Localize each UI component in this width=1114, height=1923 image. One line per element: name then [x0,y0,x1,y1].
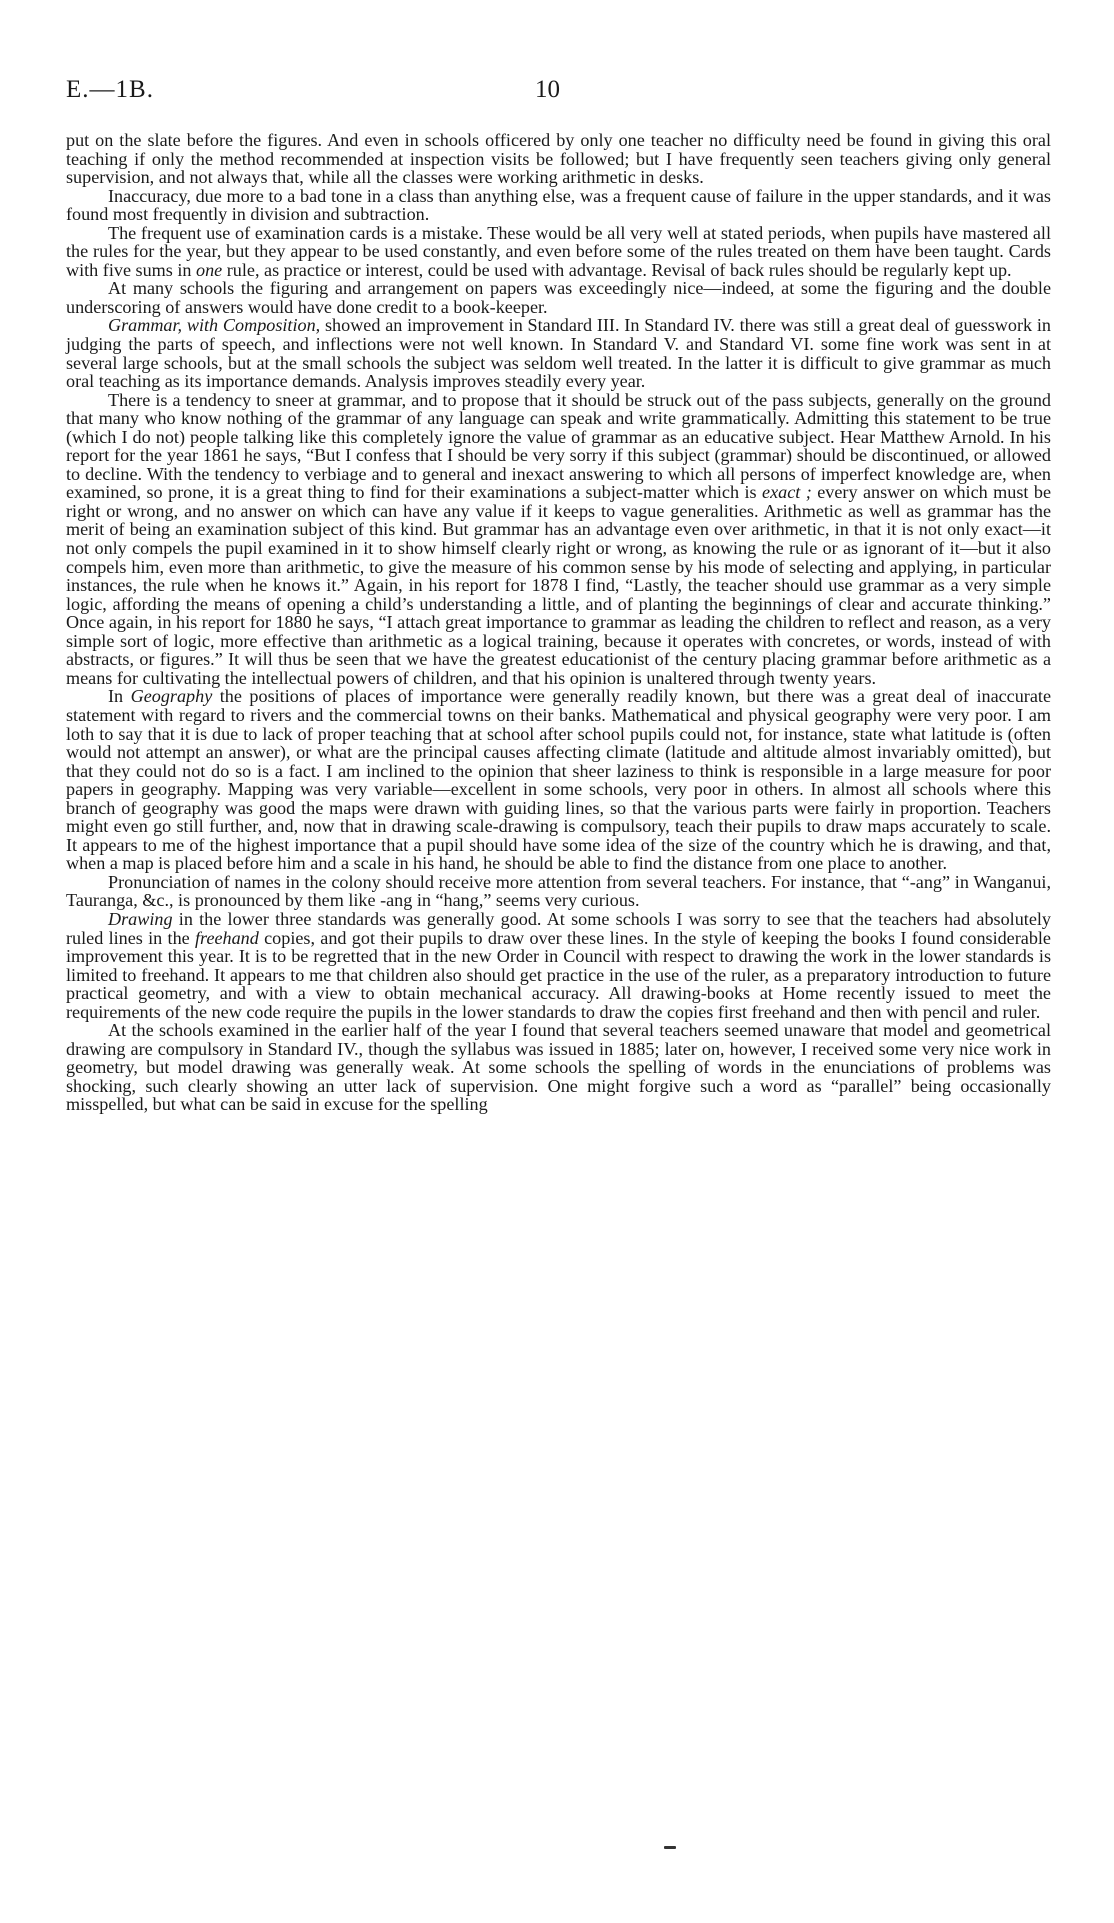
paragraph-text: In [108,686,131,707]
paragraph-text: Inaccuracy, due more to a bad tone in a class than anything else, was a frequent cause of failure in the upper standards, and it was found most frequently in division and subtraction. [66,185,1051,225]
paragraph-text: put on the slate before the figures. And even in schools officered by only one teacher no difficulty need be found in giving this oral teaching if only the method recommended at inspection visits be followed; but I have frequently seen teachers giving only general supervision, and not always that, while all the classes were working arithmetic in desks. [66,130,1051,188]
paragraph-text: copies, and got their pupils to draw over these lines. In the style of keeping the books I found considerable improvement this year. It is to be regretted that in the new Order in Council with respect to drawing the work in the lower standards is limited to freehand. It appears to me that children also should get practice in the use of the ruler, as a preparatory introduction to future practical geometry, and with a view to obtain mechanical accuracy. All drawing-books at Home recently issued to meet the requirements of the new code require the pupils in the lower standards to draw the copies first freehand and then with pencil and ruler. [66,927,1051,1022]
paragraph [66,279,1051,316]
paragraph-text: the positions of places of importance were generally readily known, but there was a great deal of inaccurate statement with regard to rivers and the commercial towns on their banks. Mathematical and physical geography were very poor. I am loth to say that it is due to lack of proper teaching that at school after school pupils could not, for instance, state what latitude is (often would not attempt an answer), or what are the principal causes affecting climate (latitude and altitude almost invariably omitted), but that they could not do so is a fact. I am inclined to the opinion that sheer laziness to think is responsible in a large measure for poor papers in geography. Mapping was very variable—excellent in some schools, very poor in others. In almost all schools where this branch of geography was good the maps were drawn with guiding lines, so that the various parts were fairly in proportion. Teachers might even go still further, and, now that in drawing scale-drawing is compulsory, teach their pupils to draw maps accurately to scale. It appears to me of the highest importance that a pupil should have some idea of the size of the country which he is drawing, and that, when a map is placed before him and a scale in his hand, he should be able to find the distance from one place to another. [66,686,1051,874]
paragraph [66,187,1051,224]
page-number: 10 [535,76,560,103]
paragraph-text: At the schools examined in the earlier half of the year I found that several teachers seemed unaware that model and geometrical drawing are compulsory in Standard IV., though the syllabus was issued in 1885; later on, however, I received some very nice work in geometry, but model drawing was generally weak. At some schools the spelling of words in the enunciations of problems was shocking, such clearly showing an utter lack of supervision. One might forgive such a word as “parallel” being occasionally misspelled, but what can be said in excuse for the spelling [66,1020,1051,1115]
paragraph [66,1021,1051,1114]
paragraph-text: in the lower three standards was generally good. At some schools I was sorry to see that the teachers had absolutely ruled lines in the [66,908,1051,948]
paragraph-text: There is a tendency to sneer at grammar, and to propose that it should be struck out of the pass subjects, generally on the ground that many who know nothing of the grammar of any language can speak and write grammatically. Admitting this statement to be true (which I do not) people talking like this completely ignore the value of grammar as an educative subject. Hear Matthew Arnold. In his report for the year 1861 he says, “But I confess that I should be very sorry if this subject (grammar) should be discontinued, or allowed to decline. With the tendency to verbiage and to general and inexact answering to which all persons of imperfect knowledge are, when examined, so prone, it is a great thing to find for their examinations a subject-matter which is [66,389,1051,503]
document-reference: E.—1B. [66,76,154,103]
italic-text: freehand [195,927,259,948]
paragraph-text: showed an improvement in Standard III. In Standard IV. there was still a great deal of guesswork in judging the parts of speech, and inflections were not well known. In Standard V. and Standard VI. some fine work was sent in at several large schools, but at the small schools the subject was seldom well treated. In the latter it is difficult to give grammar as much oral teaching as its importance demands. Analysis improves steadily every year. [66,315,1051,392]
paragraph [66,687,1051,872]
italic-text: exact ; [762,482,812,503]
paragraph [66,316,1051,390]
page-header [66,76,1051,106]
paragraph [66,224,1051,280]
paragraph [66,910,1051,1021]
body-text [66,131,1051,1114]
paragraph [66,873,1051,910]
paragraph-text: rule, as practice or interest, could be used with advantage. Revisal of back rules should be regularly kept up. [222,259,1012,280]
italic-text: Grammar, with Composition, [108,315,321,336]
paragraph [66,391,1051,688]
paragraph [66,131,1051,187]
italic-text: Geography [130,686,213,707]
italic-text: Drawing [108,908,173,929]
paragraph-text: The frequent use of examination cards is a mistake. These would be all very well at stated periods, when pupils have mastered all the rules for the year, but they appear to be used constantly, and even before some of the rules treated on them have been taught. Cards with five sums in [66,222,1051,280]
paragraph-text: every answer on which must be right or wrong, and no answer on which can have any value if it keeps to vague generalities. Arithmetic as well as grammar has the merit of being an examination subject of this kind. But grammar has an advantage even over arithmetic, in that it is not only exact—it not only compels the pupil examined in it to show himself clearly right or wrong, as knowing the rule or as ignorant of it—but it also compels him, even more than arithmetic, to give the measure of his common sense by his mode of selecting and applying, in particular instances, the rule when he knows it.” Again, in his report for 1878 I find, “Lastly, the teacher should use grammar as a very simple logic, affording the means of opening a child’s understanding a little, and of planting the beginnings of clear and accurate thinking.” Once again, in his report for 1880 he says, “I attach great importance to grammar as leading the children to reflect and reason, as a very simple sort of logic, more effective than arithmetic as a logical training, because it operates with concretes, or words, instead of with abstracts, or figures.” It will thus be seen that we have the greatest educationist of the century placing grammar before arithmetic as a means for cultivating the intellectual powers of children, and that his opinion is unaltered through twenty years. [66,482,1052,688]
printer-mark [664,1846,676,1849]
paragraph-text: At many schools the figuring and arrangement on papers was exceedingly nice—indeed, at some the figuring and the double underscoring of answers would have done credit to a book-keeper. [66,278,1051,317]
italic-text: one [196,259,223,280]
paragraph-text: Pronunciation of names in the colony should receive more attention from several teachers. For instance, that “-ang” in Wanganui, Tauranga, &c., is pronounced by them like -ang in “hang,” seems very curious. [66,871,1051,911]
